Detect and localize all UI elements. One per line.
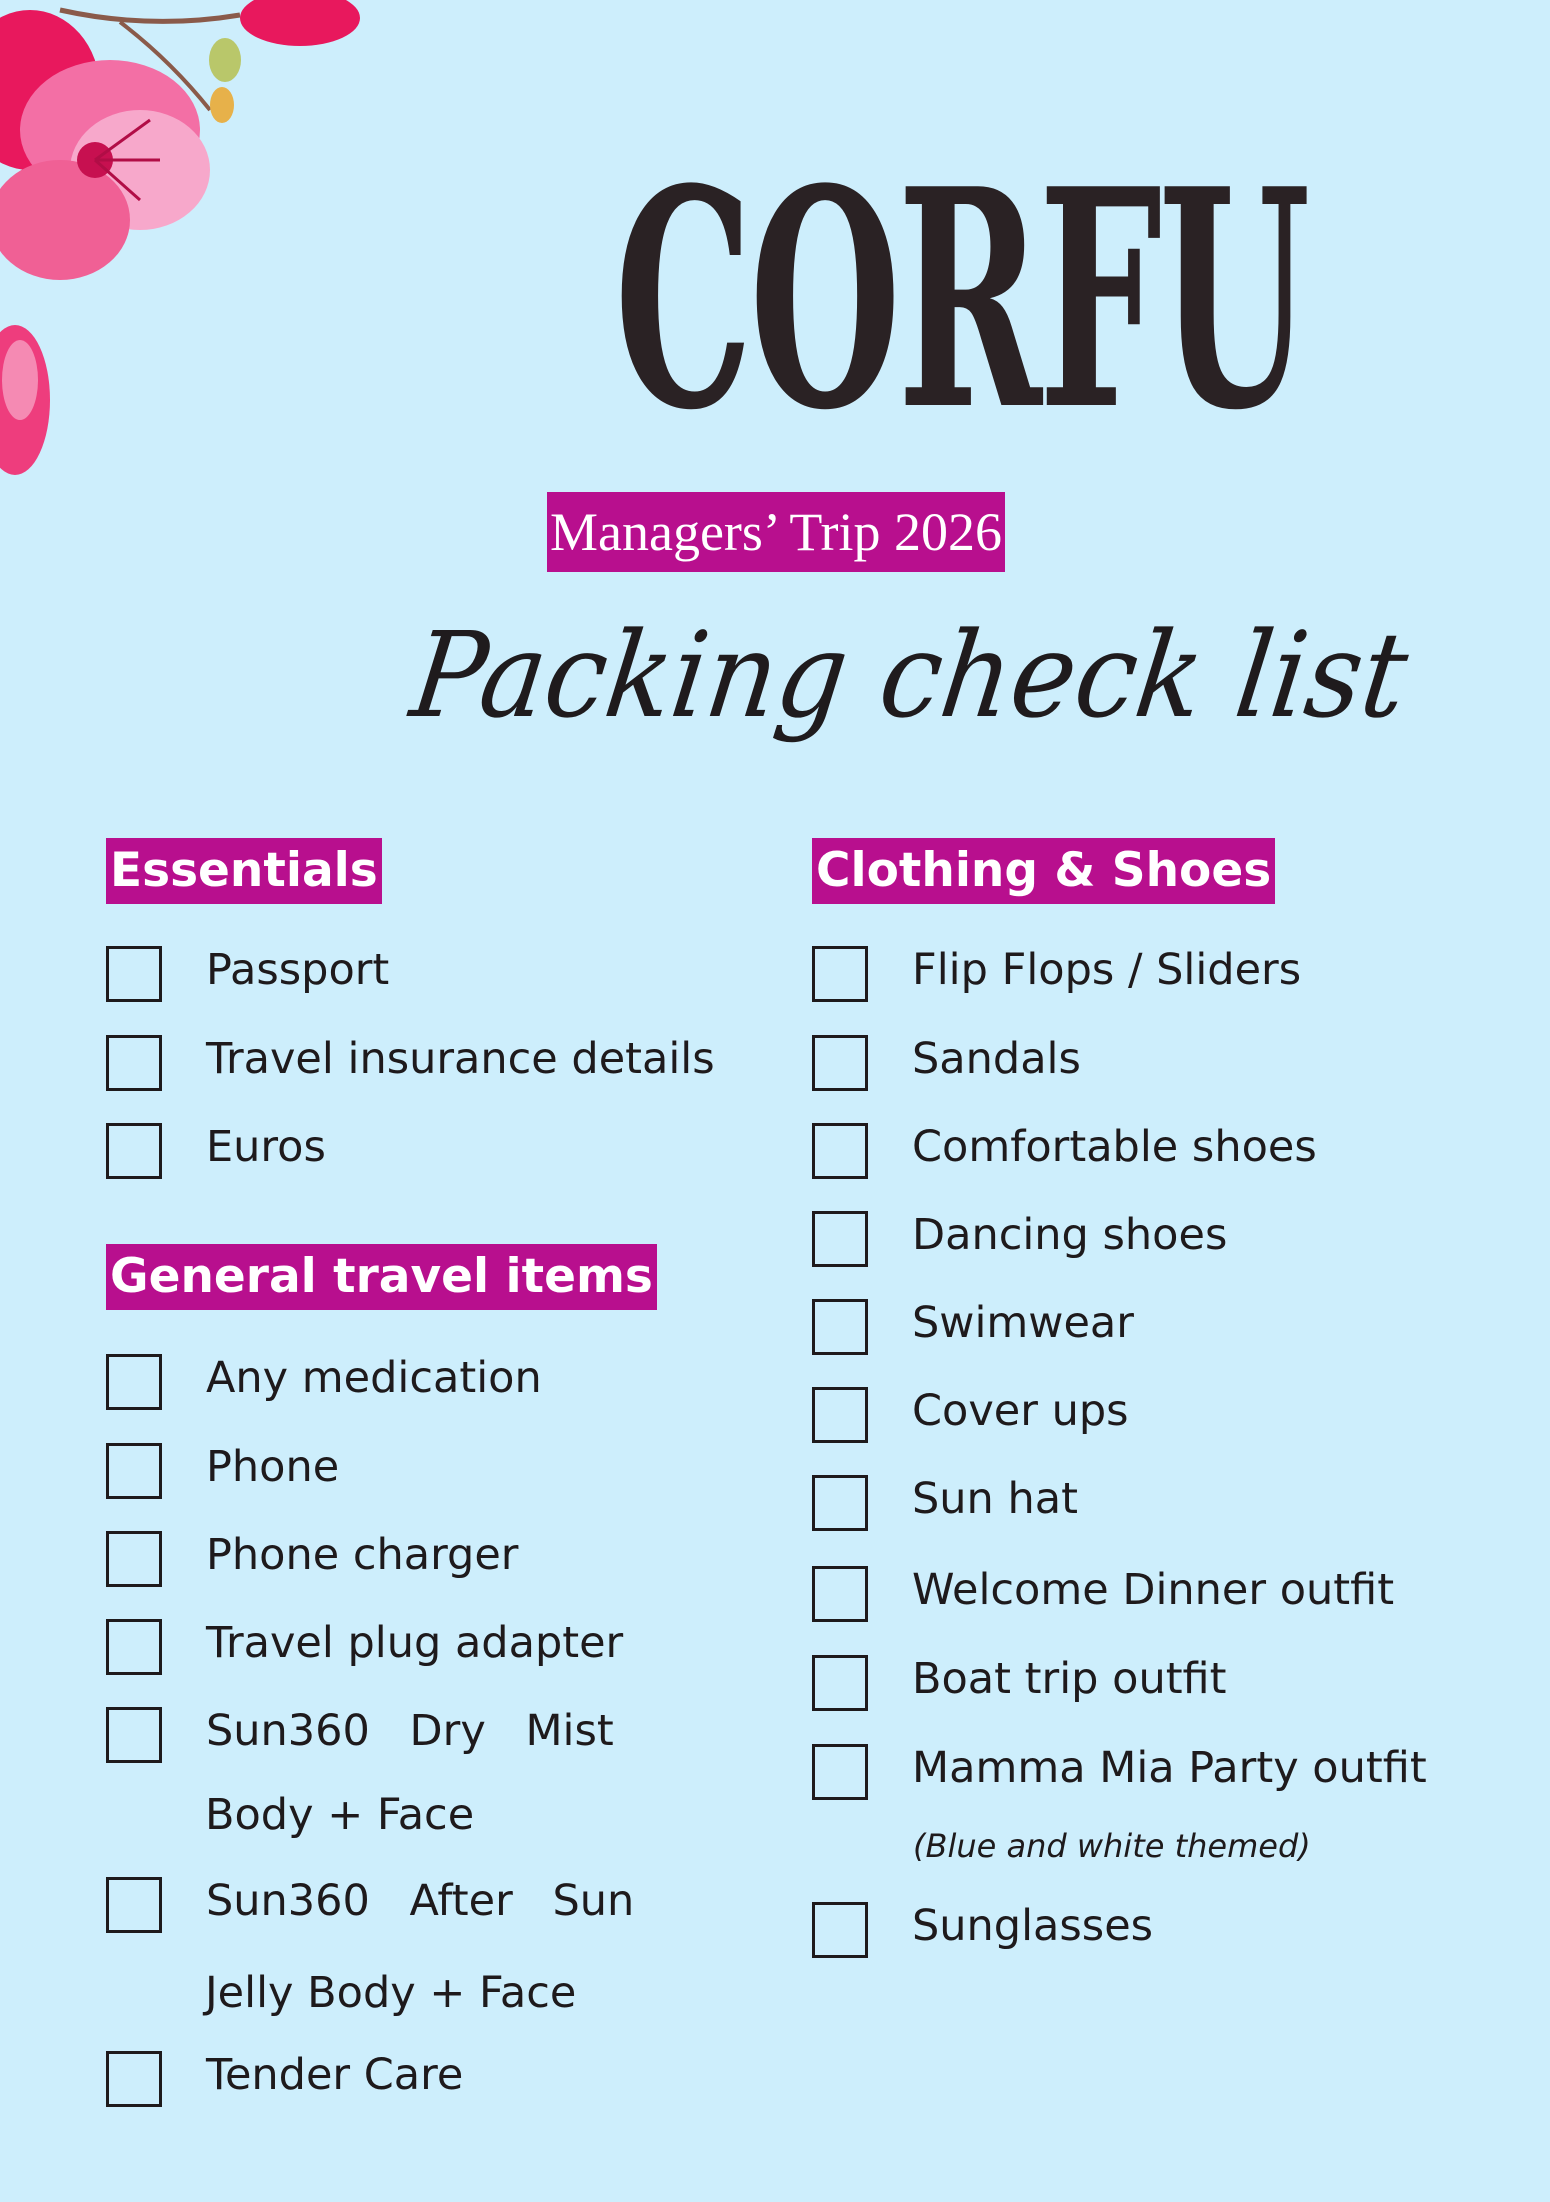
item-label: Sun360 Dry Mist <box>206 1706 614 1756</box>
checkbox[interactable] <box>812 1123 868 1179</box>
checkbox[interactable] <box>106 1035 162 1091</box>
item-label: Sandals <box>912 1034 1081 1084</box>
checkbox[interactable] <box>106 1619 162 1675</box>
item-label: Travel plug adapter <box>206 1618 624 1668</box>
checklist-heading: Packing check list <box>404 606 1416 744</box>
item-label: Swimwear <box>912 1298 1134 1348</box>
item-label: Mamma Mia Party outfit <box>912 1743 1427 1793</box>
item-label: Euros <box>206 1122 326 1172</box>
item-label: Sun hat <box>912 1474 1078 1524</box>
checkbox[interactable] <box>812 1035 868 1091</box>
item-label: Phone <box>206 1442 340 1492</box>
checkbox[interactable] <box>106 1443 162 1499</box>
checkbox[interactable] <box>812 1299 868 1355</box>
item-label: Welcome Dinner outfit <box>912 1565 1395 1615</box>
item-label-continuation: Jelly Body + Face <box>205 1968 577 2018</box>
checkbox[interactable] <box>812 1744 868 1800</box>
trip-subtitle: Managers’ Trip 2026 <box>547 492 1005 572</box>
section-header-essentials: Essentials <box>106 838 382 904</box>
item-label: Passport <box>206 945 390 995</box>
item-label: Sun360 After Sun <box>206 1876 635 1926</box>
checkbox[interactable] <box>812 1211 868 1267</box>
item-note: (Blue and white themed) <box>913 1827 1311 1865</box>
item-label: Comfortable shoes <box>912 1122 1317 1172</box>
item-label: Travel insurance details <box>206 1034 715 1084</box>
item-label: Cover ups <box>912 1386 1129 1436</box>
checkbox[interactable] <box>106 1877 162 1933</box>
item-label-continuation: Body + Face <box>205 1790 475 1840</box>
checkbox[interactable] <box>106 1123 162 1179</box>
item-label: Phone charger <box>206 1530 519 1580</box>
page-title: CORFU <box>614 123 1307 476</box>
item-label: Dancing shoes <box>912 1210 1228 1260</box>
checkbox[interactable] <box>106 946 162 1002</box>
checkbox[interactable] <box>106 1707 162 1763</box>
section-header-general: General travel items <box>106 1244 657 1310</box>
checkbox[interactable] <box>812 1566 868 1622</box>
flower-decoration-icon <box>0 0 380 500</box>
checkbox[interactable] <box>106 1354 162 1410</box>
checkbox[interactable] <box>812 946 868 1002</box>
item-label: Boat trip outfit <box>912 1654 1227 1704</box>
checkbox[interactable] <box>812 1475 868 1531</box>
item-label: Any medication <box>206 1353 542 1403</box>
section-header-clothing: Clothing & Shoes <box>812 838 1275 904</box>
checkbox[interactable] <box>106 1531 162 1587</box>
checkbox[interactable] <box>106 2051 162 2107</box>
checkbox[interactable] <box>812 1387 868 1443</box>
item-label: Sunglasses <box>912 1901 1154 1951</box>
checkbox[interactable] <box>812 1902 868 1958</box>
item-label: Flip Flops / Sliders <box>912 945 1302 995</box>
item-label: Tender Care <box>206 2050 464 2100</box>
checkbox[interactable] <box>812 1655 868 1711</box>
